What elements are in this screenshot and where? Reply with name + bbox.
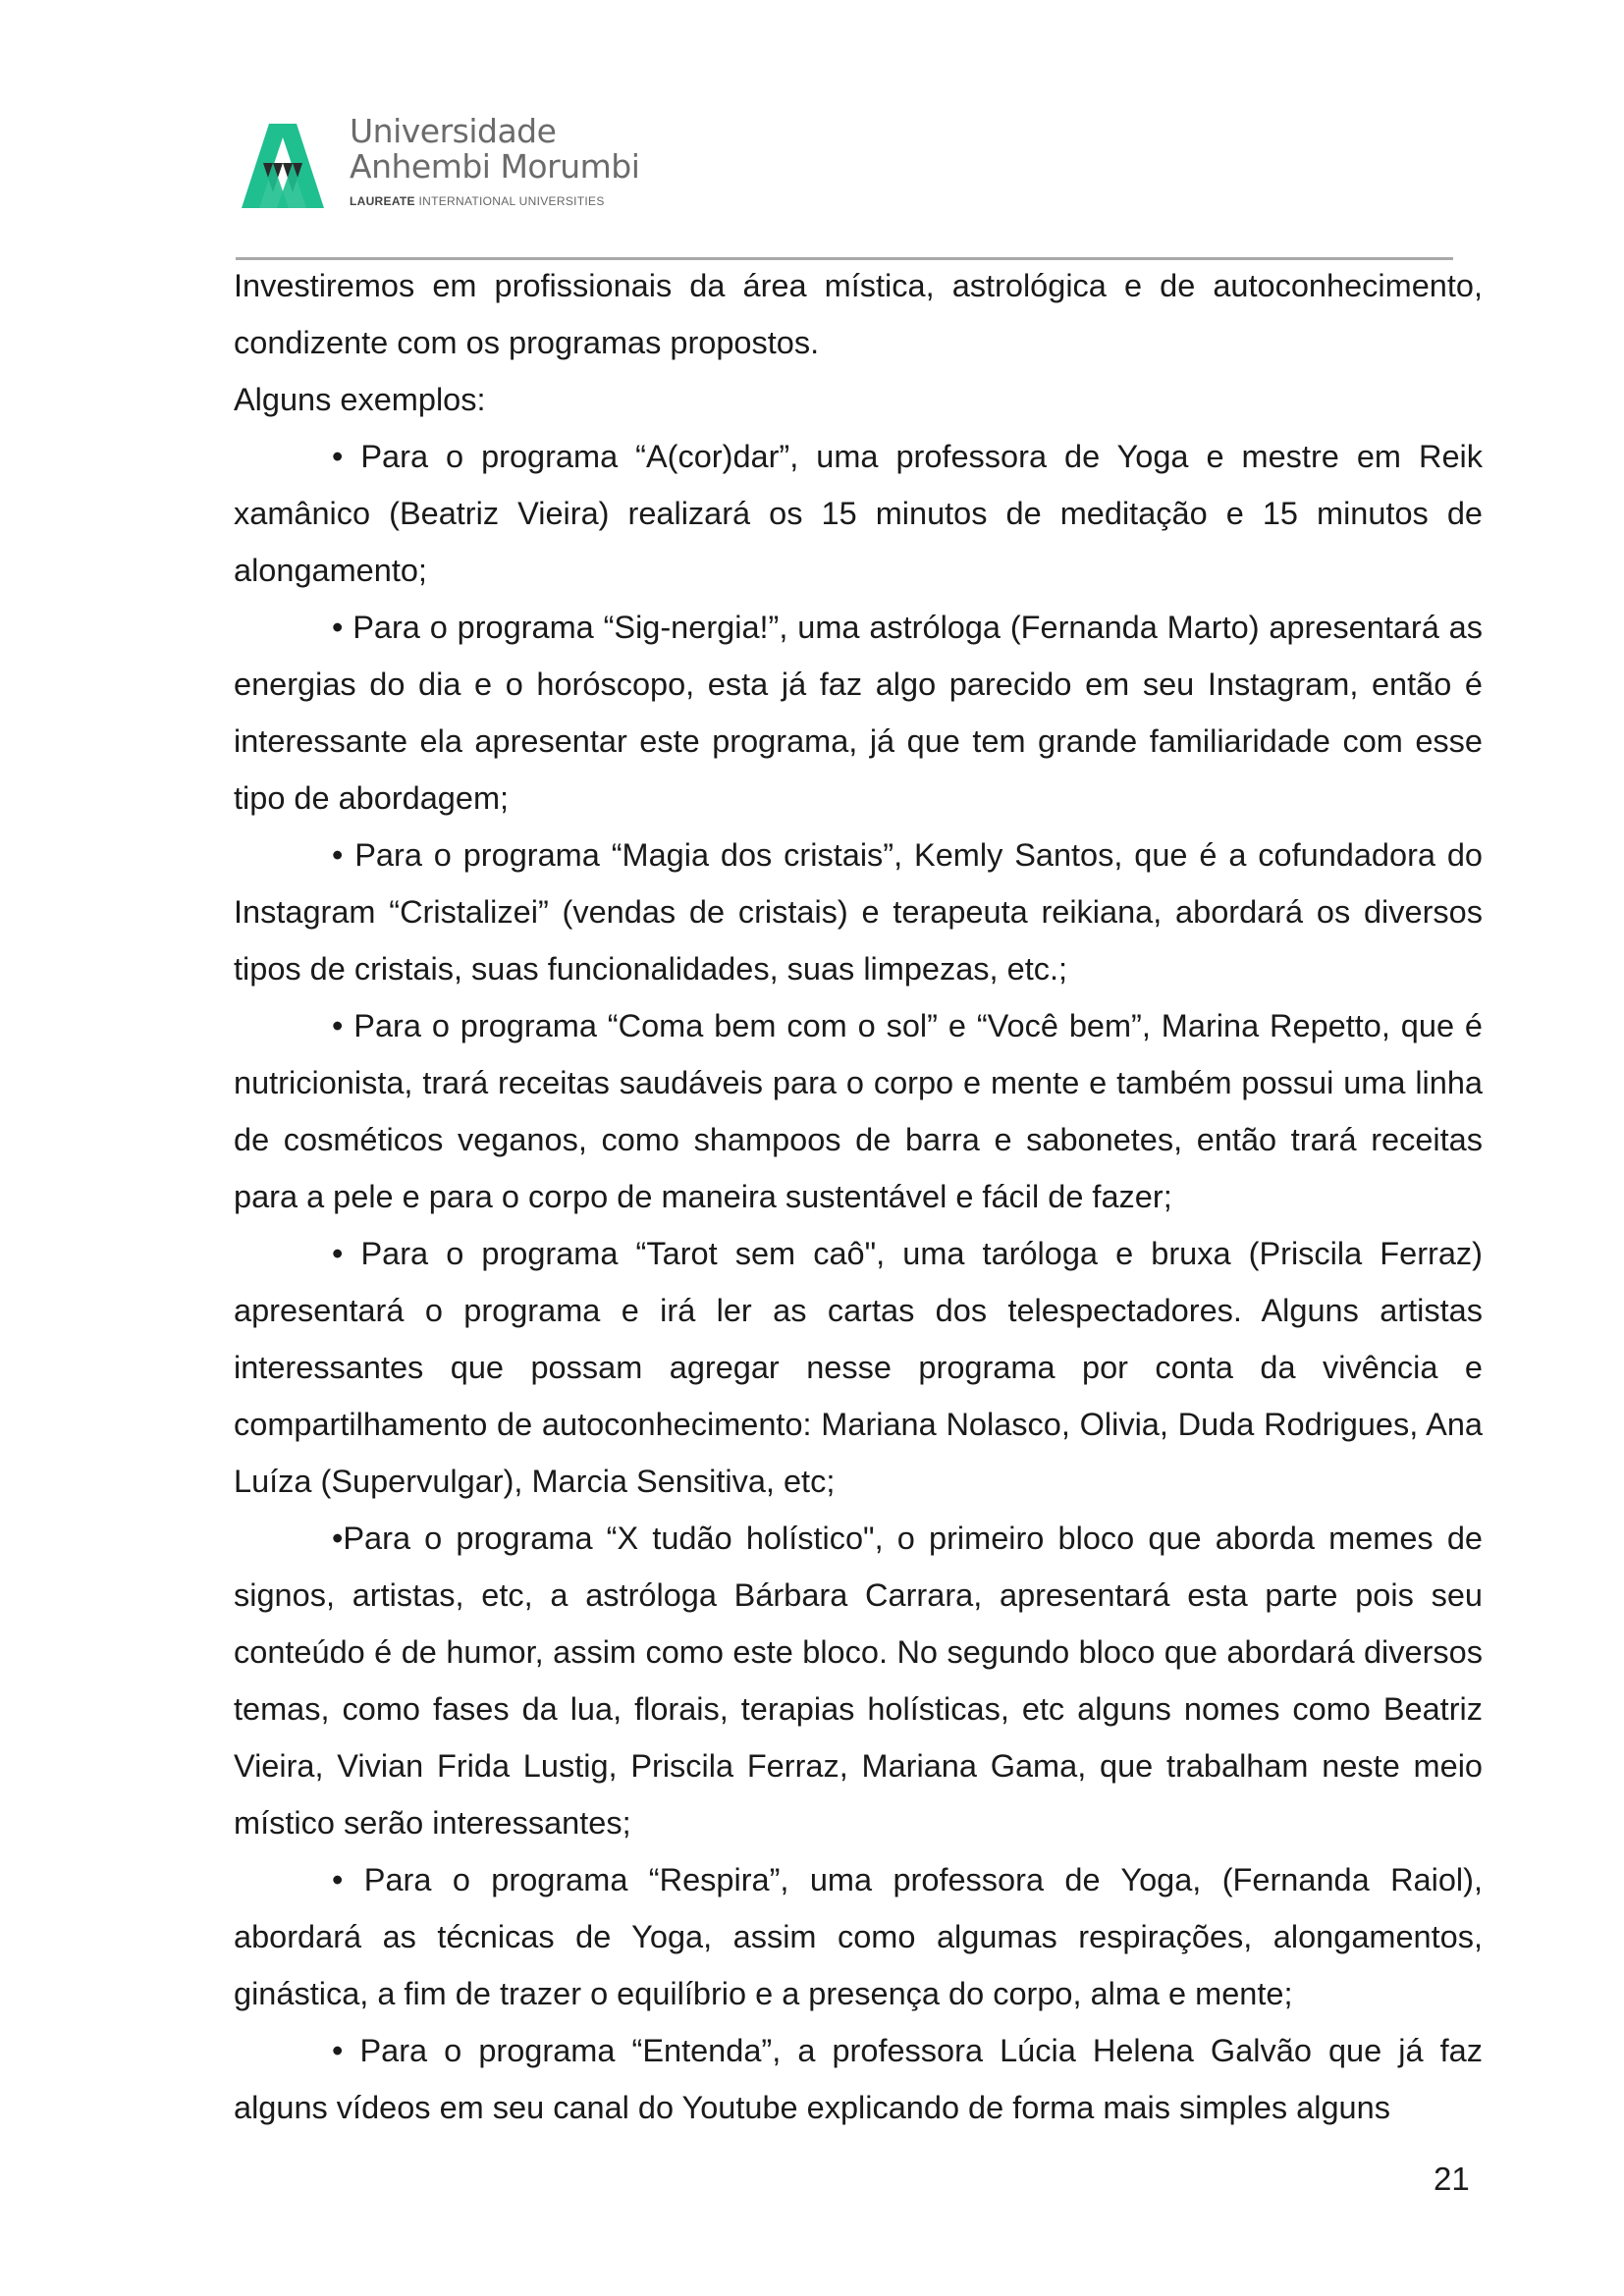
list-item: • Para o programa “A(cor)dar”, uma professora de Yoga e mestre em Reik xamânico (Beatriz Vieira) realizará os 15 minutos de meditação e 15 minutos de alongamento; — [234, 439, 1483, 588]
list-item: •Para o programa “X tudão holístico", o primeiro bloco que aborda memes de signos, artistas, etc, a astróloga Bárbara Carrara, apresentará esta parte pois seu conteúdo é de humor, assim como este bloco. No segundo bloco que abordará diversos temas, como fases da lua, florais, terapias holísticas, etc alguns nomes como Beatriz Vieira, Vivian Frida Lustig, Priscila Ferraz, Mariana Gama, que trabalham neste meio místico serão interessantes; — [234, 1521, 1483, 1841]
logo-tagline — [350, 194, 639, 208]
page-header — [234, 98, 640, 224]
logo-line-2: Anhembi Morumbi — [350, 147, 640, 186]
paragraph: Alguns exemplos: — [234, 382, 486, 417]
list-item: • Para o programa “Magia dos cristais”, Kemly Santos, que é a cofundadora do Instagram “Cristalizei” (vendas de cristais) e terapeuta reikiana, abordará os diversos tipos de cristais, suas funcionalidades, suas limpezas, etc.; — [234, 837, 1483, 987]
body-text — [234, 257, 1483, 2136]
list-item: • Para o programa “Sig-nergia!”, uma astróloga (Fernanda Marto) apresentará as energias do dia e o horóscopo, esta já faz algo parecido em seu Instagram, então é interessante ela apresentar este programa, já que tem grande familiaridade com esse tipo de abordagem; — [234, 610, 1483, 816]
paragraph: Investiremos em profissionais da área mística, astrológica e de autoconhecimento, condizente com os programas propostos. — [234, 268, 1483, 360]
logo-line-1: Universidade — [350, 112, 557, 150]
page-number: 21 — [1434, 2161, 1470, 2197]
list-item: • Para o programa “Entenda”, a professora Lúcia Helena Galvão que já faz alguns vídeos em seu canal do Youtube explicando de forma mais simples alguns — [234, 2033, 1483, 2125]
logo-wordmark — [350, 114, 639, 208]
list-item: • Para o programa “Tarot sem caô", uma taróloga e bruxa (Priscila Ferraz) apresentará o programa e irá ler as cartas dos telespectadores. Alguns artistas interessantes que possam agregar nesse programa por conta da vivência e compartilhamento de autoconhecimento: Mariana Nolasco, Olivia, Duda Rodrigues, Ana Luíza (Supervulgar), Marcia Sensitiva, etc; — [234, 1236, 1483, 1499]
logo-tagline-rest: INTERNATIONAL UNIVERSITIES — [414, 194, 605, 208]
university-logo-icon — [242, 124, 324, 208]
list-item: • Para o programa “Respira”, uma professora de Yoga, (Fernanda Raiol), abordará as técnicas de Yoga, assim como algumas respirações, alongamentos, ginástica, a fim de trazer o equilíbrio e a presença do corpo, alma e mente; — [234, 1862, 1483, 2011]
logo-tagline-bold: LAUREATE — [350, 194, 415, 208]
list-item: • Para o programa “Coma bem com o sol” e “Você bem”, Marina Repetto, que é nutricionista, trará receitas saudáveis para o corpo e mente e também possui uma linha de cosméticos veganos, como shampoos de barra e sabonetes, então trará receitas para a pele e para o corpo de maneira sustentável e fácil de fazer; — [234, 1008, 1483, 1214]
